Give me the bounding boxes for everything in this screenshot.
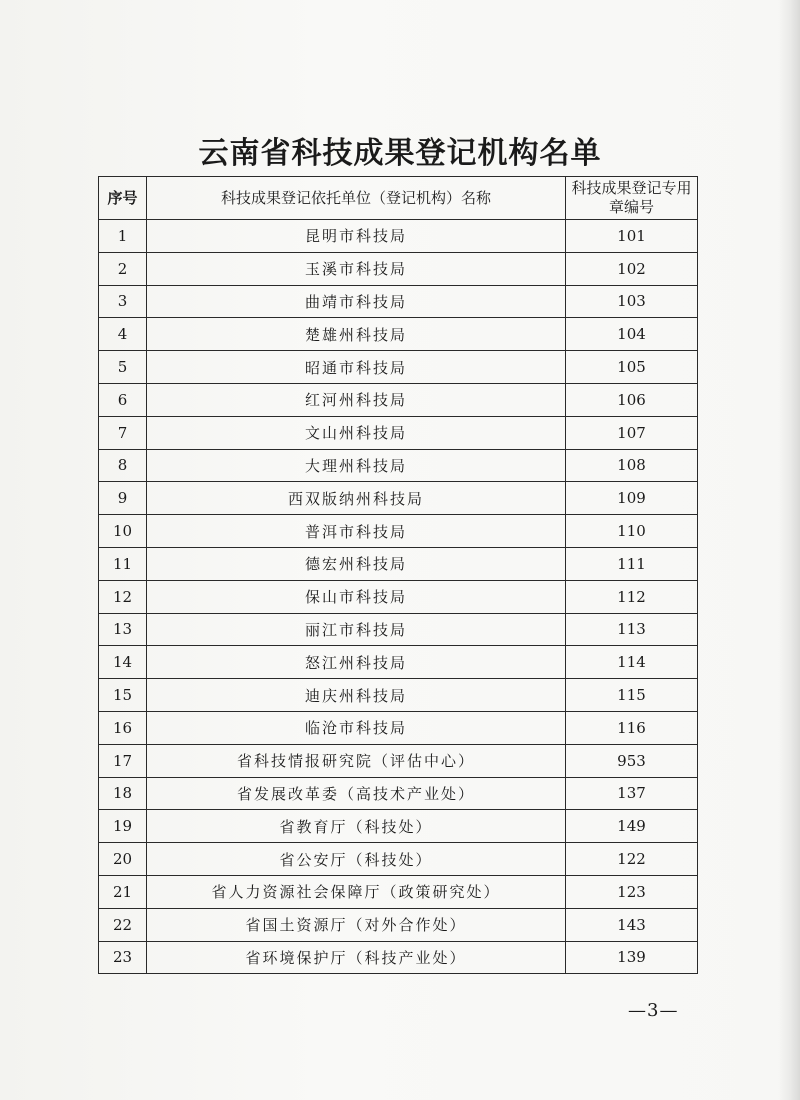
row-serial-number: 6	[99, 383, 147, 416]
row-institution-name: 临沧市科技局	[147, 711, 566, 744]
table-row	[99, 351, 698, 384]
row-serial-number: 20	[99, 843, 147, 876]
header-serial-number: 序号	[99, 177, 147, 220]
table-row	[99, 810, 698, 843]
row-serial-number: 15	[99, 679, 147, 712]
row-seal-code: 116	[566, 711, 698, 744]
row-seal-code: 111	[566, 547, 698, 580]
table-row	[99, 252, 698, 285]
row-serial-number: 7	[99, 416, 147, 449]
row-institution-name: 丽江市科技局	[147, 613, 566, 646]
row-institution-name: 曲靖市科技局	[147, 285, 566, 318]
table-row	[99, 482, 698, 515]
table-row	[99, 220, 698, 253]
row-institution-name: 省发展改革委（高技术产业处）	[147, 777, 566, 810]
table-row	[99, 515, 698, 548]
row-seal-code: 101	[566, 220, 698, 253]
row-institution-name: 玉溪市科技局	[147, 252, 566, 285]
table-row	[99, 941, 698, 974]
header-seal-code: 科技成果登记专用章编号	[566, 177, 698, 220]
table-row	[99, 646, 698, 679]
row-seal-code: 109	[566, 482, 698, 515]
row-seal-code: 113	[566, 613, 698, 646]
row-institution-name: 省环境保护厅（科技产业处）	[147, 941, 566, 974]
row-serial-number: 22	[99, 908, 147, 941]
page-number: —3—	[628, 1000, 679, 1021]
row-institution-name: 省教育厅（科技处）	[147, 810, 566, 843]
row-seal-code: 110	[566, 515, 698, 548]
row-institution-name: 保山市科技局	[147, 580, 566, 613]
row-serial-number: 17	[99, 744, 147, 777]
row-serial-number: 9	[99, 482, 147, 515]
row-seal-code: 123	[566, 875, 698, 908]
row-serial-number: 3	[99, 285, 147, 318]
row-serial-number: 8	[99, 449, 147, 482]
row-serial-number: 12	[99, 580, 147, 613]
table-row	[99, 679, 698, 712]
row-serial-number: 23	[99, 941, 147, 974]
row-serial-number: 10	[99, 515, 147, 548]
row-serial-number: 11	[99, 547, 147, 580]
table-row	[99, 777, 698, 810]
row-serial-number: 4	[99, 318, 147, 351]
table-row	[99, 711, 698, 744]
row-seal-code: 102	[566, 252, 698, 285]
table-row	[99, 580, 698, 613]
row-institution-name: 楚雄州科技局	[147, 318, 566, 351]
row-institution-name: 昆明市科技局	[147, 220, 566, 253]
row-serial-number: 18	[99, 777, 147, 810]
table-row	[99, 547, 698, 580]
row-seal-code: 112	[566, 580, 698, 613]
row-seal-code: 103	[566, 285, 698, 318]
row-institution-name: 红河州科技局	[147, 383, 566, 416]
row-serial-number: 1	[99, 220, 147, 253]
row-seal-code: 104	[566, 318, 698, 351]
row-seal-code: 114	[566, 646, 698, 679]
table-header-row	[99, 177, 698, 220]
table-row	[99, 908, 698, 941]
row-seal-code: 115	[566, 679, 698, 712]
header-institution-name: 科技成果登记依托单位（登记机构）名称	[147, 177, 566, 220]
row-institution-name: 文山州科技局	[147, 416, 566, 449]
row-serial-number: 16	[99, 711, 147, 744]
row-institution-name: 普洱市科技局	[147, 515, 566, 548]
row-seal-code: 122	[566, 843, 698, 876]
table-row	[99, 613, 698, 646]
table-row	[99, 285, 698, 318]
row-seal-code: 149	[566, 810, 698, 843]
row-seal-code: 139	[566, 941, 698, 974]
row-serial-number: 19	[99, 810, 147, 843]
row-seal-code: 105	[566, 351, 698, 384]
row-institution-name: 西双版纳州科技局	[147, 482, 566, 515]
row-serial-number: 13	[99, 613, 147, 646]
row-seal-code: 107	[566, 416, 698, 449]
row-serial-number: 21	[99, 875, 147, 908]
row-institution-name: 怒江州科技局	[147, 646, 566, 679]
table-row	[99, 318, 698, 351]
row-serial-number: 5	[99, 351, 147, 384]
table-row	[99, 416, 698, 449]
table-row	[99, 383, 698, 416]
table-row	[99, 843, 698, 876]
row-serial-number: 14	[99, 646, 147, 679]
document-title: 云南省科技成果登记机构名单	[198, 136, 602, 171]
row-institution-name: 昭通市科技局	[147, 351, 566, 384]
row-seal-code: 106	[566, 383, 698, 416]
table-row	[99, 744, 698, 777]
row-institution-name: 大理州科技局	[147, 449, 566, 482]
row-institution-name: 德宏州科技局	[147, 547, 566, 580]
row-institution-name: 省科技情报研究院（评估中心）	[147, 744, 566, 777]
row-institution-name: 省国土资源厅（对外合作处）	[147, 908, 566, 941]
row-institution-name: 省公安厅（科技处）	[147, 843, 566, 876]
row-seal-code: 143	[566, 908, 698, 941]
row-seal-code: 137	[566, 777, 698, 810]
row-seal-code: 108	[566, 449, 698, 482]
table-row	[99, 449, 698, 482]
row-serial-number: 2	[99, 252, 147, 285]
row-institution-name: 省人力资源社会保障厅（政策研究处）	[147, 875, 566, 908]
table-row	[99, 875, 698, 908]
row-seal-code: 953	[566, 744, 698, 777]
institution-table	[98, 176, 698, 974]
row-institution-name: 迪庆州科技局	[147, 679, 566, 712]
